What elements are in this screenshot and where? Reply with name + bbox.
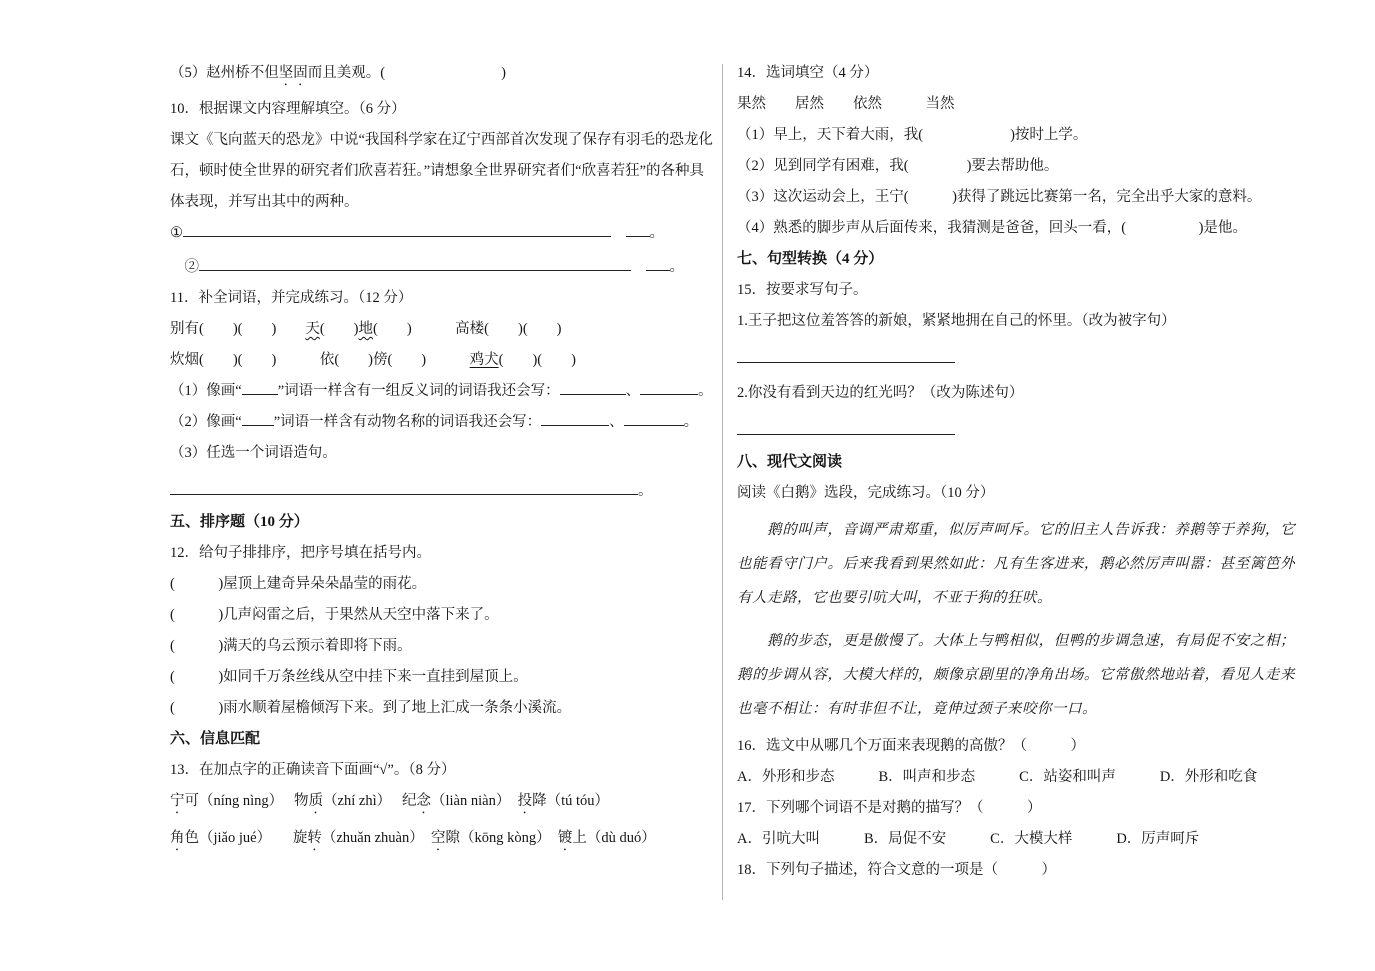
question-11-sub-1: [170, 380, 722, 402]
text-segment: 16．选文中从哪几个万面来表现鹅的高傲？（ ）: [737, 738, 1085, 754]
text-segment: 1.王子把这位羞答答的新娘，紧紧地拥在自己的怀里。（改为被字句）: [737, 313, 1176, 329]
word-completion-row-2: [170, 349, 722, 371]
answer-blank: [199, 257, 631, 271]
item-5-sentence: [170, 62, 722, 89]
text-segment: ( )几声闷雷之后，于果然从天空中落下来了。: [170, 607, 499, 623]
text-segment: 阅读《白鹅》选段，完成练习。（10 分）: [737, 485, 995, 501]
text-segment: ”词语一样含有一组反义词的词语我还会写：: [277, 383, 560, 399]
text-segment: （zhí zhì） 纪: [323, 793, 417, 809]
text-segment: 15．按要求写句子。: [737, 282, 868, 298]
text-segment: 石，顿时使全世界的研究者们欣喜若狂。”请想象全世界研究者们“欣喜若狂”的各种具: [170, 163, 705, 179]
question-14-sub-4: [737, 217, 1295, 239]
answer-blank: [560, 381, 626, 395]
emphasized-text: 投: [517, 793, 533, 809]
choice-option: A．外形和步态: [737, 769, 835, 785]
answer-blank: [242, 412, 274, 426]
question-14: [737, 62, 1295, 84]
text-segment: ”词语一样含有动物名称的词语我还会写：: [273, 414, 542, 430]
text-segment: 鹅的步态，更是傲慢了。大体上与鸭相似，但鸭的步调急速，有局促不安之相；鹅的步调从容，大模大样的，颇像京剧里的净角出场。它常傲然地站着，看见人走来也毫不相让：有时非但不让，竟伸过颈子来咬你一口。: [737, 633, 1295, 717]
question-10-text-1: [170, 129, 722, 151]
text-segment: （liàn niàn）: [431, 793, 518, 809]
text-segment: 。: [683, 414, 699, 430]
question-11-sub-3: [170, 442, 722, 464]
emphasized-text: 镀: [557, 830, 573, 846]
right-column: [737, 62, 1295, 890]
text-segment: 上（dù duó）: [572, 830, 656, 846]
choice-option: D．外形和吃食: [1159, 769, 1258, 785]
text-segment: 12．给句子排排序，把序号填在括号内。: [170, 545, 431, 561]
text-segment: ( )( ): [498, 352, 576, 368]
text-segment: ( )屋顶上建奇异朵朵晶莹的雨花。: [170, 576, 427, 592]
text-segment: 而且美观。( ): [307, 65, 506, 81]
question-11-sub-2: [170, 411, 722, 433]
question-10-text-3: [170, 191, 722, 213]
underlined-text: 地: [358, 321, 373, 337]
text-segment: 17．下列哪个词语不是对鹅的描写？（ ）: [737, 800, 1042, 816]
text-segment: 。: [698, 383, 713, 399]
underlined-text: 鸡犬: [469, 352, 499, 368]
sort-item-4: [170, 666, 722, 688]
choice-option: D．厉声呵斥: [1116, 831, 1200, 847]
question-17-options: [737, 828, 1295, 850]
text-segment: ( ): [319, 321, 359, 337]
text-segment: ( ) 高楼( )( ): [373, 321, 562, 337]
question-10-text-2: [170, 160, 722, 182]
passage-paragraph-1: [737, 513, 1295, 615]
emphasized-text: 转: [307, 830, 322, 846]
text-segment: 色（jiǎo jué） 旋: [184, 830, 308, 846]
emphasized-text: 空: [430, 830, 446, 846]
text-segment: （zhuǎn zhuàn）: [321, 830, 431, 846]
emphasized-text: 角: [170, 830, 185, 846]
text-segment: 课文《飞向蓝天的恐龙》中说“我国科学家在辽宁西部首次发现了保存有羽毛的恐龙化: [170, 132, 713, 148]
text-segment: 别有( )( ): [170, 321, 306, 337]
text-segment: 六、信息匹配: [170, 731, 261, 747]
text-segment: 、: [625, 383, 641, 399]
answer-blank: [541, 412, 609, 426]
text-segment: （4）熟悉的脚步声从后面传来，我猜测是爸爸，回头一看，( )是他。: [737, 220, 1247, 236]
answer-blank: [737, 421, 955, 435]
question-17: [737, 797, 1295, 819]
text-segment: 五、排序题（10 分）: [170, 514, 309, 530]
question-14-sub-3: [737, 186, 1295, 208]
sort-item-1: [170, 573, 722, 595]
text-segment: （2）像画“: [170, 414, 242, 430]
text-segment: [631, 259, 646, 275]
question-14-sub-1: [737, 124, 1295, 146]
answer-line-3: [170, 480, 722, 502]
answer-line-5: [737, 420, 1295, 442]
reading-instruction: [737, 482, 1295, 504]
text-segment: 七、句型转换（4 分）: [737, 251, 884, 267]
text-segment: 2.你没有看到天边的红光吗？（改为陈述句）: [737, 385, 1024, 401]
text-segment: （1）早上，天下着大雨，我( )按时上学。: [737, 127, 1088, 143]
question-16-options: [737, 766, 1295, 788]
text-segment: 10．根据课文内容理解填空。（6 分）: [170, 101, 406, 117]
passage-paragraph-2: [737, 624, 1295, 726]
question-15: [737, 279, 1295, 301]
word-bank: [737, 93, 1295, 115]
text-segment: （3）任选一个词语造句。: [170, 445, 337, 461]
text-segment: 。: [649, 225, 664, 241]
question-15-sub-2: [737, 382, 1295, 404]
section-5-heading: [170, 511, 722, 533]
question-10: [170, 98, 722, 120]
column-divider: [722, 64, 723, 900]
emphasized-text: 念: [416, 793, 431, 809]
text-segment: （5）赵州桥不但: [170, 65, 279, 81]
text-segment: 。: [669, 259, 684, 275]
answer-blank: [737, 349, 955, 363]
emphasized-text: 坚固: [278, 65, 308, 81]
text-segment: 降（tú tóu）: [532, 793, 610, 809]
text-segment: 果然 居然 依然 当然: [737, 96, 955, 112]
text-segment: 14．选词填空（4 分）: [737, 65, 879, 81]
question-11: [170, 287, 722, 309]
text-segment: 隙（kōng kòng）: [445, 830, 558, 846]
answer-line-1: [170, 222, 722, 244]
question-12: [170, 542, 722, 564]
pinyin-row-2: [170, 827, 722, 854]
left-column: [170, 62, 722, 863]
text-segment: 可（níng nìng） 物: [184, 793, 309, 809]
text-segment: 11．补全词语，并完成练习。（12 分）: [170, 290, 413, 306]
question-14-sub-2: [737, 155, 1295, 177]
section-8-heading: [737, 451, 1295, 473]
answer-blank: [183, 223, 611, 237]
section-7-heading: [737, 248, 1295, 270]
text-segment: 炊烟( )( ) 依( )傍( ): [170, 352, 470, 368]
choice-option: B．叫声和步态: [878, 769, 976, 785]
text-segment: 八、现代文阅读: [737, 454, 843, 470]
answer-blank: [646, 257, 670, 271]
choice-option: C．大模大样: [990, 831, 1073, 847]
emphasized-text: 质: [308, 793, 324, 809]
text-segment: [611, 225, 626, 241]
pinyin-row-1: [170, 790, 722, 817]
text-segment: 13．在加点字的正确读音下面画“√”。（8 分）: [170, 762, 456, 778]
word-completion-row-1: [170, 318, 722, 340]
choice-option: C．站姿和叫声: [1019, 769, 1116, 785]
text-segment: ( )雨水顺着屋檐倾泻下来。到了地上汇成一条条小溪流。: [170, 700, 572, 716]
text-segment: （2）见到同学有困难，我( )要去帮助他。: [737, 158, 1059, 174]
section-6-heading: [170, 728, 722, 750]
sort-item-2: [170, 604, 722, 626]
emphasized-text: 宁: [170, 793, 185, 809]
choice-option: A．引吭大叫: [737, 831, 820, 847]
text-segment: ①: [170, 225, 183, 241]
text-segment: 鹅的叫声，音调严肃郑重，似厉声呵斥。它的旧主人告诉我：养鹅等于养狗，它也能看守门户。后来我看到果然如此：凡有生客进来，鹅必然厉声叫嚣：甚至篱笆外有人走路，它也要引吭大叫，不亚于狗的狂吠。: [737, 522, 1295, 606]
text-segment: 。: [638, 483, 653, 499]
underlined-text: 天: [305, 321, 320, 337]
answer-line-4: [737, 348, 1295, 370]
answer-line-2: [170, 256, 722, 278]
text-segment: 体表现，并写出其中的两种。: [170, 194, 359, 210]
sort-item-5: [170, 697, 722, 719]
question-15-sub-1: [737, 310, 1295, 332]
text-segment: ( )如同千万条丝线从空中挂下来一直挂到屋顶上。: [170, 669, 528, 685]
choice-option: B．局促不安: [863, 831, 947, 847]
answer-blank: [242, 381, 278, 395]
answer-blank: [626, 223, 650, 237]
text-segment: 18．下列句子描述，符合文意的一项是（ ）: [737, 862, 1056, 878]
answer-blank: [640, 381, 698, 395]
sort-item-3: [170, 635, 722, 657]
answer-blank: [170, 481, 638, 495]
question-13: [170, 759, 722, 781]
text-segment: （3）这次运动会上，王宁( )获得了跳远比赛第一名，完全出乎大家的意料。: [737, 189, 1262, 205]
question-18: [737, 859, 1295, 881]
question-16: [737, 735, 1295, 757]
text-segment: （1）像画“: [170, 383, 242, 399]
answer-blank: [624, 412, 684, 426]
text-segment: ( )满天的乌云预示着即将下雨。: [170, 638, 412, 654]
text-segment: ②: [170, 259, 199, 275]
text-segment: 、: [609, 414, 624, 430]
